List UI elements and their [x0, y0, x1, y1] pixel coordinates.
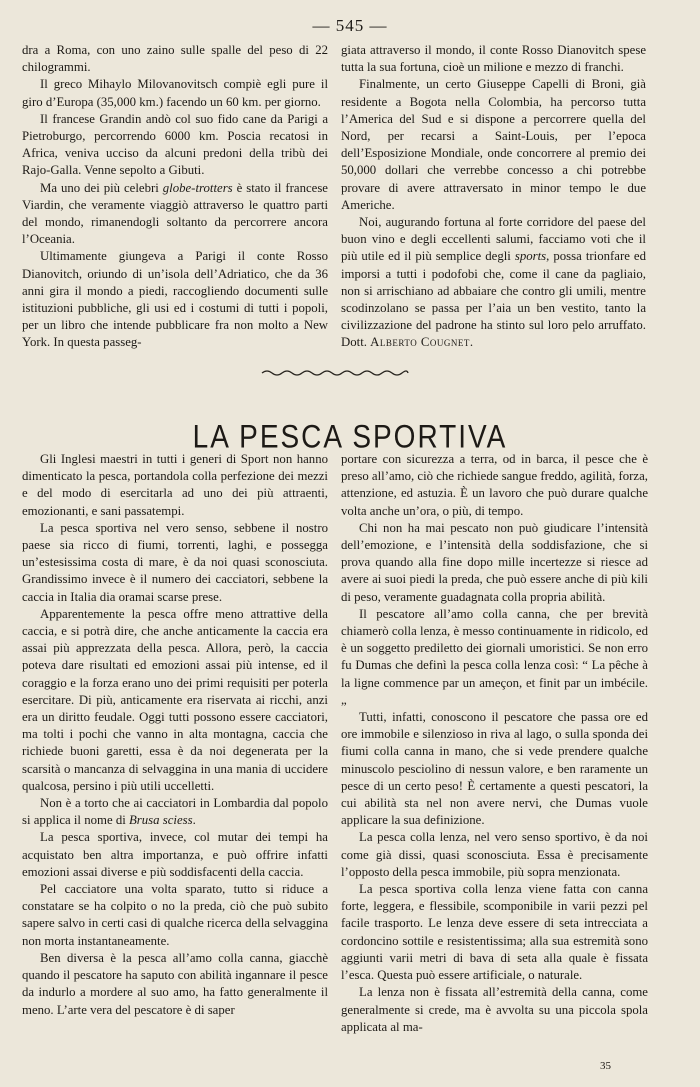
paragraph: La pesca sportiva nel vero senso, sebbene il nostro paese sia ricco di fiumi, torrenti, laghi, e possegga un’estesissima costa di mare, è da noi quasi sconosciuta. Grandissimo invece è il numero dei cacciatori, sebbene la caccia in Italia dia oramai scarse prese.	[22, 520, 328, 604]
italic-term: sports	[514, 249, 547, 264]
text-run: .	[192, 813, 196, 828]
text-run: Non è a torto che ai cacciatori in Lombardia dal popolo si applica il nome di	[22, 796, 328, 828]
signature-name: Alberto Cougnet.	[370, 335, 474, 350]
paragraph: Ben diversa è la pesca all’amo colla canna, giacchè quando il pescatore ha saputo con abilità ingannare il pesce da indurlo a mordere al suo amo, ha fatto generalmente il meno. L’arte vera del pescatore è di saper	[22, 950, 328, 1017]
paragraph: dra a Roma, con uno zaino sulle spalle del peso di 22 chilogrammi.	[22, 43, 328, 75]
italic-term: globe-trotters	[162, 180, 233, 195]
paragraph: Apparentemente la pesca offre meno attrattive della caccia, e si potrà dire, che anche anticamente la caccia era assai più apprezzata della pesca. Allora, però, la caccia poteva dare risultati ed emozioni assai più intense, ed il coraggio e la forza erano uno dei primi requisiti per poterla esercitare. Di più, anticamente era riservata ai ricchi, anzi era un diritto feudale. Oggi tutti possono essere cacciatori, ma tolti i pochi che vanno in alta montagna, caccia che richiede buoni garetti, essa è da noi degenerata per la scarsità o mancanza di selvaggina in una mania di uccidere qualcosa, persino i più utili uccelletti.	[22, 606, 328, 793]
italic-term: Brusa sciess	[128, 813, 193, 828]
signature-prefix: Dott.	[341, 335, 371, 350]
paragraph: La lenza non è fissata all’estremità della canna, come generalmente si crede, ma è avvolta su una piccola spola applicata al ma-	[341, 985, 648, 1034]
paragraph: Gli Inglesi maestri in tutti i generi di Sport non hanno dimenticato la pesca, portandola colla perfezione dei mezzi e del modo di esercitarla ad uno dei più attraenti, emozionanti, e sani passatempi.	[22, 452, 328, 518]
text-run: è stato il francese Viardin, che veramente viaggiò attraverso le quattro parti del mondo, rimanendogli soltanto da percorrere ancora l’Oceania.	[22, 180, 328, 247]
previous-article-right-column	[341, 42, 646, 352]
page-number: — 545 —	[312, 16, 388, 35]
paragraph: Il greco Mihaylo Milovanovitsch compiè egli pure il giro d’Europa (35,000 km.) facendo un 60 km. per giorno.	[22, 77, 328, 109]
paragraph: Tutti, infatti, conoscono il pescatore che passa ore ed ore immobile e silenzioso in riva al lago, o sulla sponda dei fiumi colla canna in mano, che si vede prendere qualche minuscolo pesciolino di nessun valore, e ben raramente un pesce di un certo peso! È certamente a questi pescatori, la cui abilità sta nel non avere nervi, che Dumas vuole applicare la sua definizione.	[341, 710, 648, 828]
text-run: Noi, augurando fortuna al forte corridore del paese del buon vino e degli eccellenti salumi, facciamo voti che il più utile ed il più semplice degli	[341, 215, 646, 264]
text-run: Ma uno dei più celebri	[40, 180, 163, 195]
article-title: LA PESCA SPORTIVA	[192, 418, 508, 454]
article-right-column	[341, 451, 648, 1036]
paragraph: Il francese Grandin andò col suo fido cane da Parigi a Pietroburgo, percorrendo 6000 km. Poscia recatosi in Africa, veniva ucciso da alcuni predoni della tribù dei Rajo-Galla. Venne sepolto a Gibuti.	[22, 111, 328, 178]
paragraph	[22, 795, 328, 829]
article-left-column	[22, 451, 328, 1019]
decorative-wave-divider	[260, 368, 410, 378]
paragraph: Chi non ha mai pescato non può giudicare l’intensità dell’emozione, e l’intensità della soddisfazione, che si prova quando alla fine dopo mille incertezze si riesce ad avere ai suoi piedi la preda, che può essere anche di più kili di peso, veramente guadagnata colla propria abilità.	[341, 520, 648, 604]
paragraph: La pesca colla lenza, nel vero senso sportivo, è da noi come già dissi, quasi sconosciuta. Essa è precisamente l’opposto della pesca immobile, più sopra menzionata.	[341, 830, 648, 879]
sheet-signature-number: 35	[600, 1060, 611, 1072]
author-signature	[341, 335, 474, 349]
paragraph: Ultimamente giungeva a Parigi il conte Rosso Dianovitch, oriundo di un’isola dell’Adriatico, che da 36 anni gira il mondo a piedi, raccogliendo documenti sulle istituzioni pubbliche, gli usi ed i costumi di tutti i popoli, per un libro che intende pubblicare fra non molto a New York. In questa passeg-	[22, 249, 328, 350]
paragraph: Pel cacciatore una volta sparato, tutto si riduce a constatare se ha colpito o no la preda, ciò che può subito sapere salvo in certi casi di qualche ricerca della selvaggina non morta instantaneamente.	[22, 882, 328, 948]
previous-article-left-column	[22, 42, 328, 352]
paragraph: Finalmente, un certo Giuseppe Capelli di Broni, già residente a Bogota nella Colombia, ha percorso tutta l’America del Sud e si dispone a percorrere quella del Nord, per recarsi a Saint-Louis, per l’epoca dell’Esposizione Mondiale, onde concorrere al premio dei 50,000 dollari che verrebbe concesso a chi potrebbe provare di avere attraversato in minor tempo le due Americhe.	[341, 77, 646, 212]
paragraph	[341, 214, 646, 352]
paragraph: giata attraverso il mondo, il conte Rosso Dianovitch spese tutta la sua fortuna, cioè un milione e mezzo di franchi.	[341, 43, 646, 75]
paragraph: La pesca sportiva colla lenza viene fatta con canna forte, leggera, e flessibile, scomponibile in varii pezzi pel facile trasporto. Le lenza deve essere di seta intrecciata a cordoncino sottile e resistentissima; alla sua estremità sono aggiunti varii metri di bava di seta alla quale è fissata l’esca. Questa può essere artificiale, o naturale.	[341, 882, 648, 983]
paragraph: La pesca sportiva, invece, col mutar dei tempi ha acquistato ben altra importanza, e può offrire infatti emozioni assai diverse e più soddisfacenti della caccia.	[22, 830, 328, 879]
paragraph: Il pescatore all’amo colla canna, che per brevità chiamerò colla lenza, è messo continuamente in ridicolo, ed è un soggetto prediletto dei giornali umoristici. Se non erro fu Dumas che definì la pesca colla lenza così: “ La pêche à la ligne commence par un ameçon, et finit par un imbécile. „	[341, 606, 648, 707]
paragraph: portare con sicurezza a terra, od in barca, il pesce che è preso all’amo, ciò che richiede sangue freddo, agilità, forza, attenzione, ed astuzia. È un lavoro che può durare qualche volta anche un’ora, o più, di tempo.	[341, 452, 648, 518]
paragraph	[22, 180, 328, 249]
text-run: , possa trionfare ed imporsi a tutti i podofobi che, come il cane da pagliaio, non si arrischiano ad abbaiare che contro gli umili, mentre scodinzolano se passa per l’aia un ben vestito, tanto la civilizzazione del padrone ha stinto sul loro pelo arruffato.	[341, 249, 646, 333]
